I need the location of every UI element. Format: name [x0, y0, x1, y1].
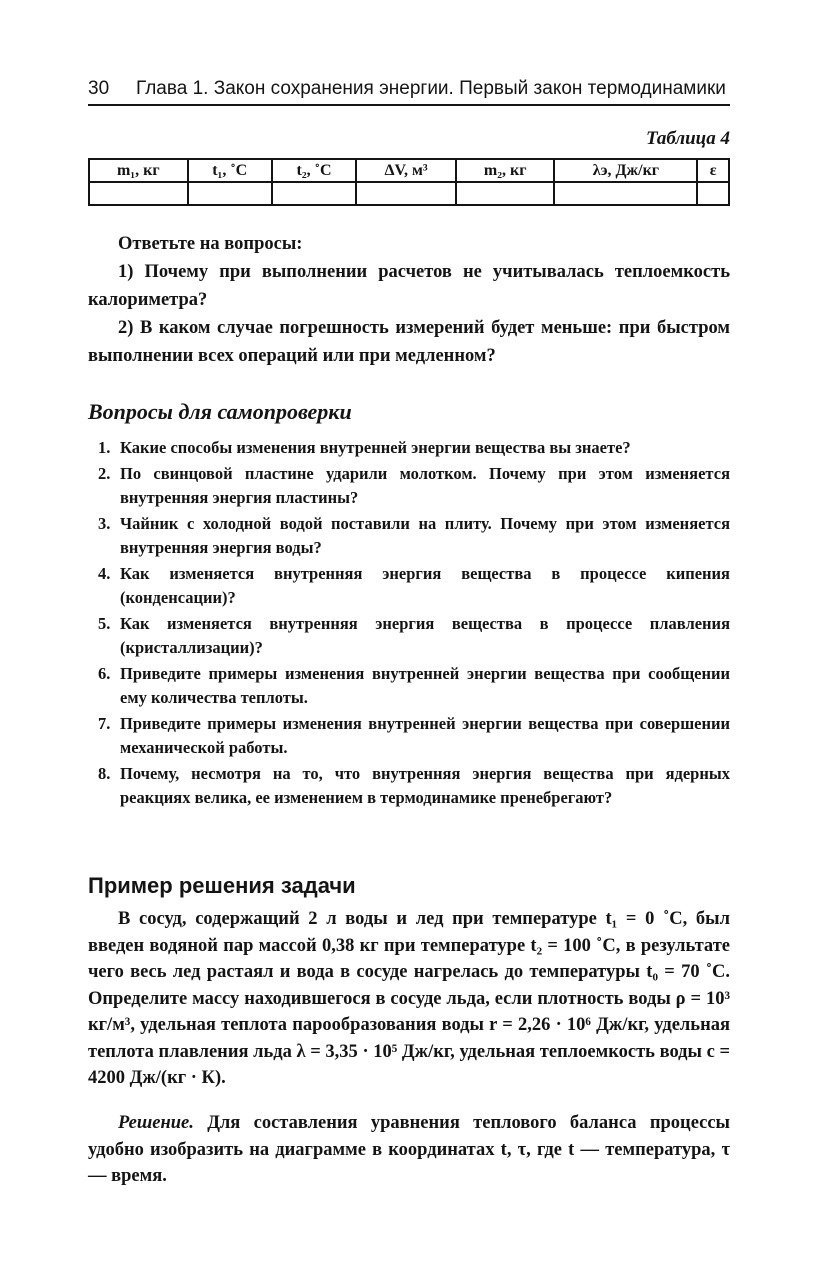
self-check-list [88, 436, 730, 812]
table-header-cell: m₂, кг [456, 159, 555, 182]
header-rule [88, 104, 730, 106]
list-item [88, 512, 730, 561]
solution-text: Для составления уравнения теплового баланса процессы удобно изобразить на диаграмме в координатах t, τ, где t — температура, τ — время. [88, 1113, 731, 1186]
running-head [88, 76, 730, 102]
table-cell [188, 182, 272, 205]
list-item-text: Как изменяется внутренняя энергия вещества в процессе кипения (конденсации)? [120, 563, 730, 607]
chapter-title: Глава 1. Закон сохранения энергии. Первый закон термодинамики [136, 78, 726, 99]
table-header-cell: t₁, ˚С [188, 159, 272, 182]
table-cell [456, 182, 555, 205]
list-item [88, 612, 730, 661]
table-header-cell: λэ, Дж/кг [554, 159, 697, 182]
example-solution [88, 1110, 730, 1190]
list-item-text: По свинцовой пластине ударили молотком. Почему при этом изменяется внутренняя энергия пластины? [120, 463, 730, 507]
example-title: Пример решения задачи [88, 873, 356, 898]
table-cell [356, 182, 456, 205]
list-item-number: 1. [98, 438, 111, 457]
list-item-number: 3. [98, 513, 111, 533]
data-table [88, 158, 730, 206]
list-item-text: Чайник с холодной водой поставили на плиту. Почему при этом изменяется внутренняя энергия воды? [120, 513, 730, 557]
table-cell [272, 182, 356, 205]
list-item [88, 762, 730, 811]
list-item-number: 2. [98, 463, 111, 483]
table-caption: Таблица 4 [645, 128, 730, 149]
question-2: 2) В каком случае погрешность измерений будет меньше: при быстром выполнении всех операций или при медленном? [88, 318, 730, 366]
self-check-title: Вопросы для самопроверки [88, 399, 352, 424]
question-1: 1) Почему при выполнении расчетов не учитывалась теплоемкость калориметра? [88, 262, 730, 310]
page-number: 30 [88, 78, 110, 99]
table-header-cell: ε [697, 159, 729, 182]
list-item [88, 562, 730, 611]
list-item-number: 4. [98, 563, 111, 583]
list-item-text: Приведите примеры изменения внутренней энергии вещества при совершении механической работы. [120, 713, 730, 757]
example-problem: В сосуд, содержащий 2 л воды и лед при температуре t₁ = 0 ˚С, был введен водяной пар массой 0,38 кг при температуре t₂ = 100 ˚С, в результате чего весь лед растаял и вода в сосуде нагрелась до температуры t₀ = 70 ˚С. Определите массу находившегося в сосуде льда, если плотность воды ρ = 10³ кг/м³, удельная теплота парообразования воды r = 2,26 · 10⁶ Дж/кг, удельная теплота плавления льда λ = 3,35 · 10⁵ Дж/кг, удельная теплоемкость воды c = 4200 Дж/(кг · К). [88, 909, 730, 1088]
list-item-text: Приведите примеры изменения внутренней энергии вещества при сообщении ему количества теплоты. [120, 663, 730, 707]
table-cell [554, 182, 697, 205]
table-cell [697, 182, 729, 205]
table-header-cell: t₂, ˚С [272, 159, 356, 182]
questions-lead: Ответьте на вопросы: [118, 234, 303, 254]
list-item-text: Почему, несмотря на то, что внутренняя энергия вещества при ядерных реакциях велика, ее изменением в термодинамике пренебрегают? [120, 763, 730, 807]
list-item-number: 6. [98, 663, 111, 683]
table-header-cell: m₁, кг [89, 159, 188, 182]
solution-label: Решение. [118, 1113, 194, 1133]
list-item-number: 7. [98, 713, 111, 733]
list-item [88, 662, 730, 711]
list-item [88, 436, 730, 461]
table-cell [89, 182, 188, 205]
list-item [88, 712, 730, 761]
list-item-text: Как изменяется внутренняя энергия вещества в процессе плавления (кристаллизации)? [120, 613, 730, 657]
table-header-cell: ΔV, м³ [356, 159, 456, 182]
list-item-number: 5. [98, 613, 111, 633]
list-item-text: Какие способы изменения внутренней энергии вещества вы знаете? [120, 438, 631, 457]
list-item-number: 8. [98, 763, 111, 783]
table-row [89, 182, 729, 205]
list-item [88, 462, 730, 511]
table-header-row [89, 159, 729, 182]
